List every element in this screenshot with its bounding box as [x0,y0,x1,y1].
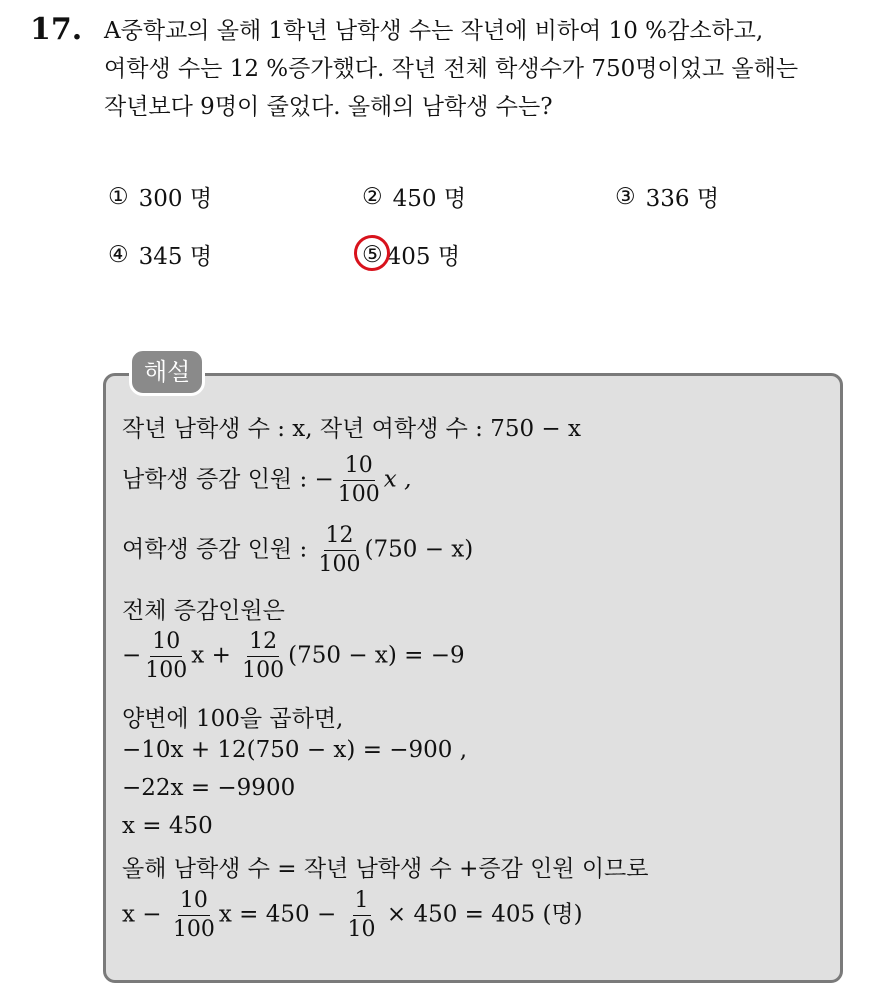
solution-line-11 [122,887,583,944]
choice-5-number-glyph: ⑤ [362,241,383,268]
choice-3-text: 336 명 [645,186,720,212]
fraction-numerator: 1 [353,887,371,916]
fraction-denominator: 10 [347,917,376,942]
fraction-denominator: 100 [172,917,215,942]
solution-line-3-prefix: 여학생 증감 인원 : [122,536,308,563]
fraction [240,628,286,685]
choice-1-text: 300 명 [138,186,213,212]
solution-line-5-c: (750 − x) = −9 [288,642,465,669]
choice-2-text: 450 명 [392,186,467,212]
question-text [104,12,864,126]
solution-line-5 [122,628,465,685]
fraction-numerator: 10 [150,628,182,657]
solution-line-2-prefix: 남학생 증감 인원 : − [122,466,334,493]
choice-4-text: 345 명 [138,244,213,270]
fraction [346,887,378,944]
fraction-denominator: 100 [242,658,285,683]
solution-line-2 [122,452,411,509]
fraction-denominator: 100 [145,658,188,683]
fraction [171,887,217,944]
solution-line-11-b: x = 450 − [218,901,337,928]
solution-line-11-c: × 450 = 405 (명) [386,901,583,928]
answer-circle-mark [354,235,390,271]
fraction-numerator: 10 [178,887,210,916]
question-line-3: 작년보다 9명이 줄었다. 올해의 남학생 수는? [104,94,553,120]
fraction-numerator: 12 [324,522,356,551]
solution-line-10: 올해 남학생 수 = 작년 남학생 수 +증감 인원 이므로 [122,856,649,882]
choice-5-number [362,242,383,268]
fraction-numerator: 10 [343,452,375,481]
fraction-numerator: 12 [247,628,279,657]
choice-1[interactable] [108,180,212,213]
question-line-1: A중학교의 올해 1학년 남학생 수는 작년에 비하여 10 %감소하고, [104,18,764,44]
choice-4[interactable] [108,238,212,271]
solution-line-1: 작년 남학생 수 : x, 작년 여학생 수 : 750 − x [122,416,581,442]
solution-line-3-suffix: (750 − x) [364,536,474,563]
choice-5-text: 405 명 [386,244,461,270]
question-line-2: 여학생 수는 12 %증가했다. 작년 전체 학생수가 750명이었고 올해는 [104,56,799,82]
fraction-denominator: 100 [318,552,361,577]
choice-3[interactable] [615,180,719,213]
fraction [336,452,382,509]
choice-5[interactable] [362,238,460,271]
fraction [143,628,189,685]
choice-1-number: ① [108,183,129,210]
solution-line-5-b: x + [191,642,231,669]
solution-tag: 해설 [129,348,205,396]
choice-4-number: ④ [108,241,129,268]
solution-line-11-a: x − [122,901,162,928]
choice-2-number: ② [362,183,383,210]
solution-line-2-suffix: x , [383,466,412,493]
solution-line-3 [122,522,473,579]
choice-2[interactable] [362,180,466,213]
solution-line-6: 양변에 100을 곱하면, [122,706,344,732]
solution-line-7: −10x + 12(750 − x) = −900 , [122,737,468,763]
question-number: 17. [30,12,83,47]
choice-3-number: ③ [615,183,636,210]
solution-line-4: 전체 증감인원은 [122,598,285,624]
solution-line-8: −22x = −9900 [122,775,296,801]
solution-line-5-a: − [122,642,142,669]
fraction [317,522,363,579]
solution-line-9: x = 450 [122,813,213,839]
fraction-denominator: 100 [337,482,380,507]
